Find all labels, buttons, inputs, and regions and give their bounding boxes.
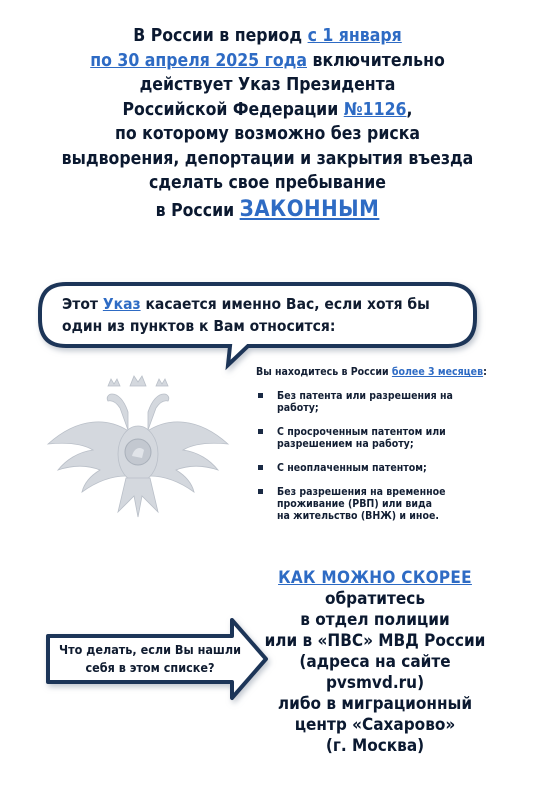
headline-text: действует Указ Президента [139, 75, 396, 95]
headline-date-end: по 30 апреля 2025 года [90, 50, 307, 71]
headline-text: включительно [307, 50, 445, 71]
arrow-question: Что делать, если Вы нашли себя в этом списке? [59, 642, 241, 675]
headline-date-start: с 1 января [307, 26, 402, 46]
headline-text: , [406, 99, 413, 120]
action-instructions: КАК МОЖНО СКОРЕЕ обратитесь в отдел полиции или в «ПВС» МВД России (адреса на сайте pvsmvd.ru) либо в миграционный центр «Сахарово» (г. Москва) [260, 568, 490, 757]
list-item: Без патента или разрешения на работу; [256, 390, 506, 414]
urgent-highlight: КАК МОЖНО СКОРЕЕ [278, 568, 472, 588]
list-item: Без разрешения на временное проживание (РВП) или вида на жительство (ВНЖ) и иное. [256, 486, 506, 522]
list-heading: Вы находитесь в России более 3 месяцев: [256, 366, 487, 378]
duration-highlight: более 3 месяцев [391, 366, 484, 378]
headline-text: в России [155, 200, 240, 221]
headline-text: Российской Федерации [122, 99, 344, 120]
list-item: С неоплаченным патентом; [256, 462, 506, 474]
headline-text: выдворения, депортации и закрытия въезда [61, 148, 474, 169]
headline-text: В России в период [133, 26, 308, 46]
headline-text: сделать свое пребывание [149, 173, 386, 193]
bubble-text: Этот Указ касается именно Вас, если хотя бы один из пунктов к Вам относится: [62, 295, 430, 335]
decree-link-word: Указ [102, 295, 141, 313]
decree-number: №1126 [343, 99, 407, 120]
headline-text: по которому возможно без риска [114, 124, 421, 144]
list-item: С просроченным патентом или разрешением на работу; [256, 426, 506, 450]
headline-legal-word: ЗАКОННЫМ [239, 196, 380, 222]
